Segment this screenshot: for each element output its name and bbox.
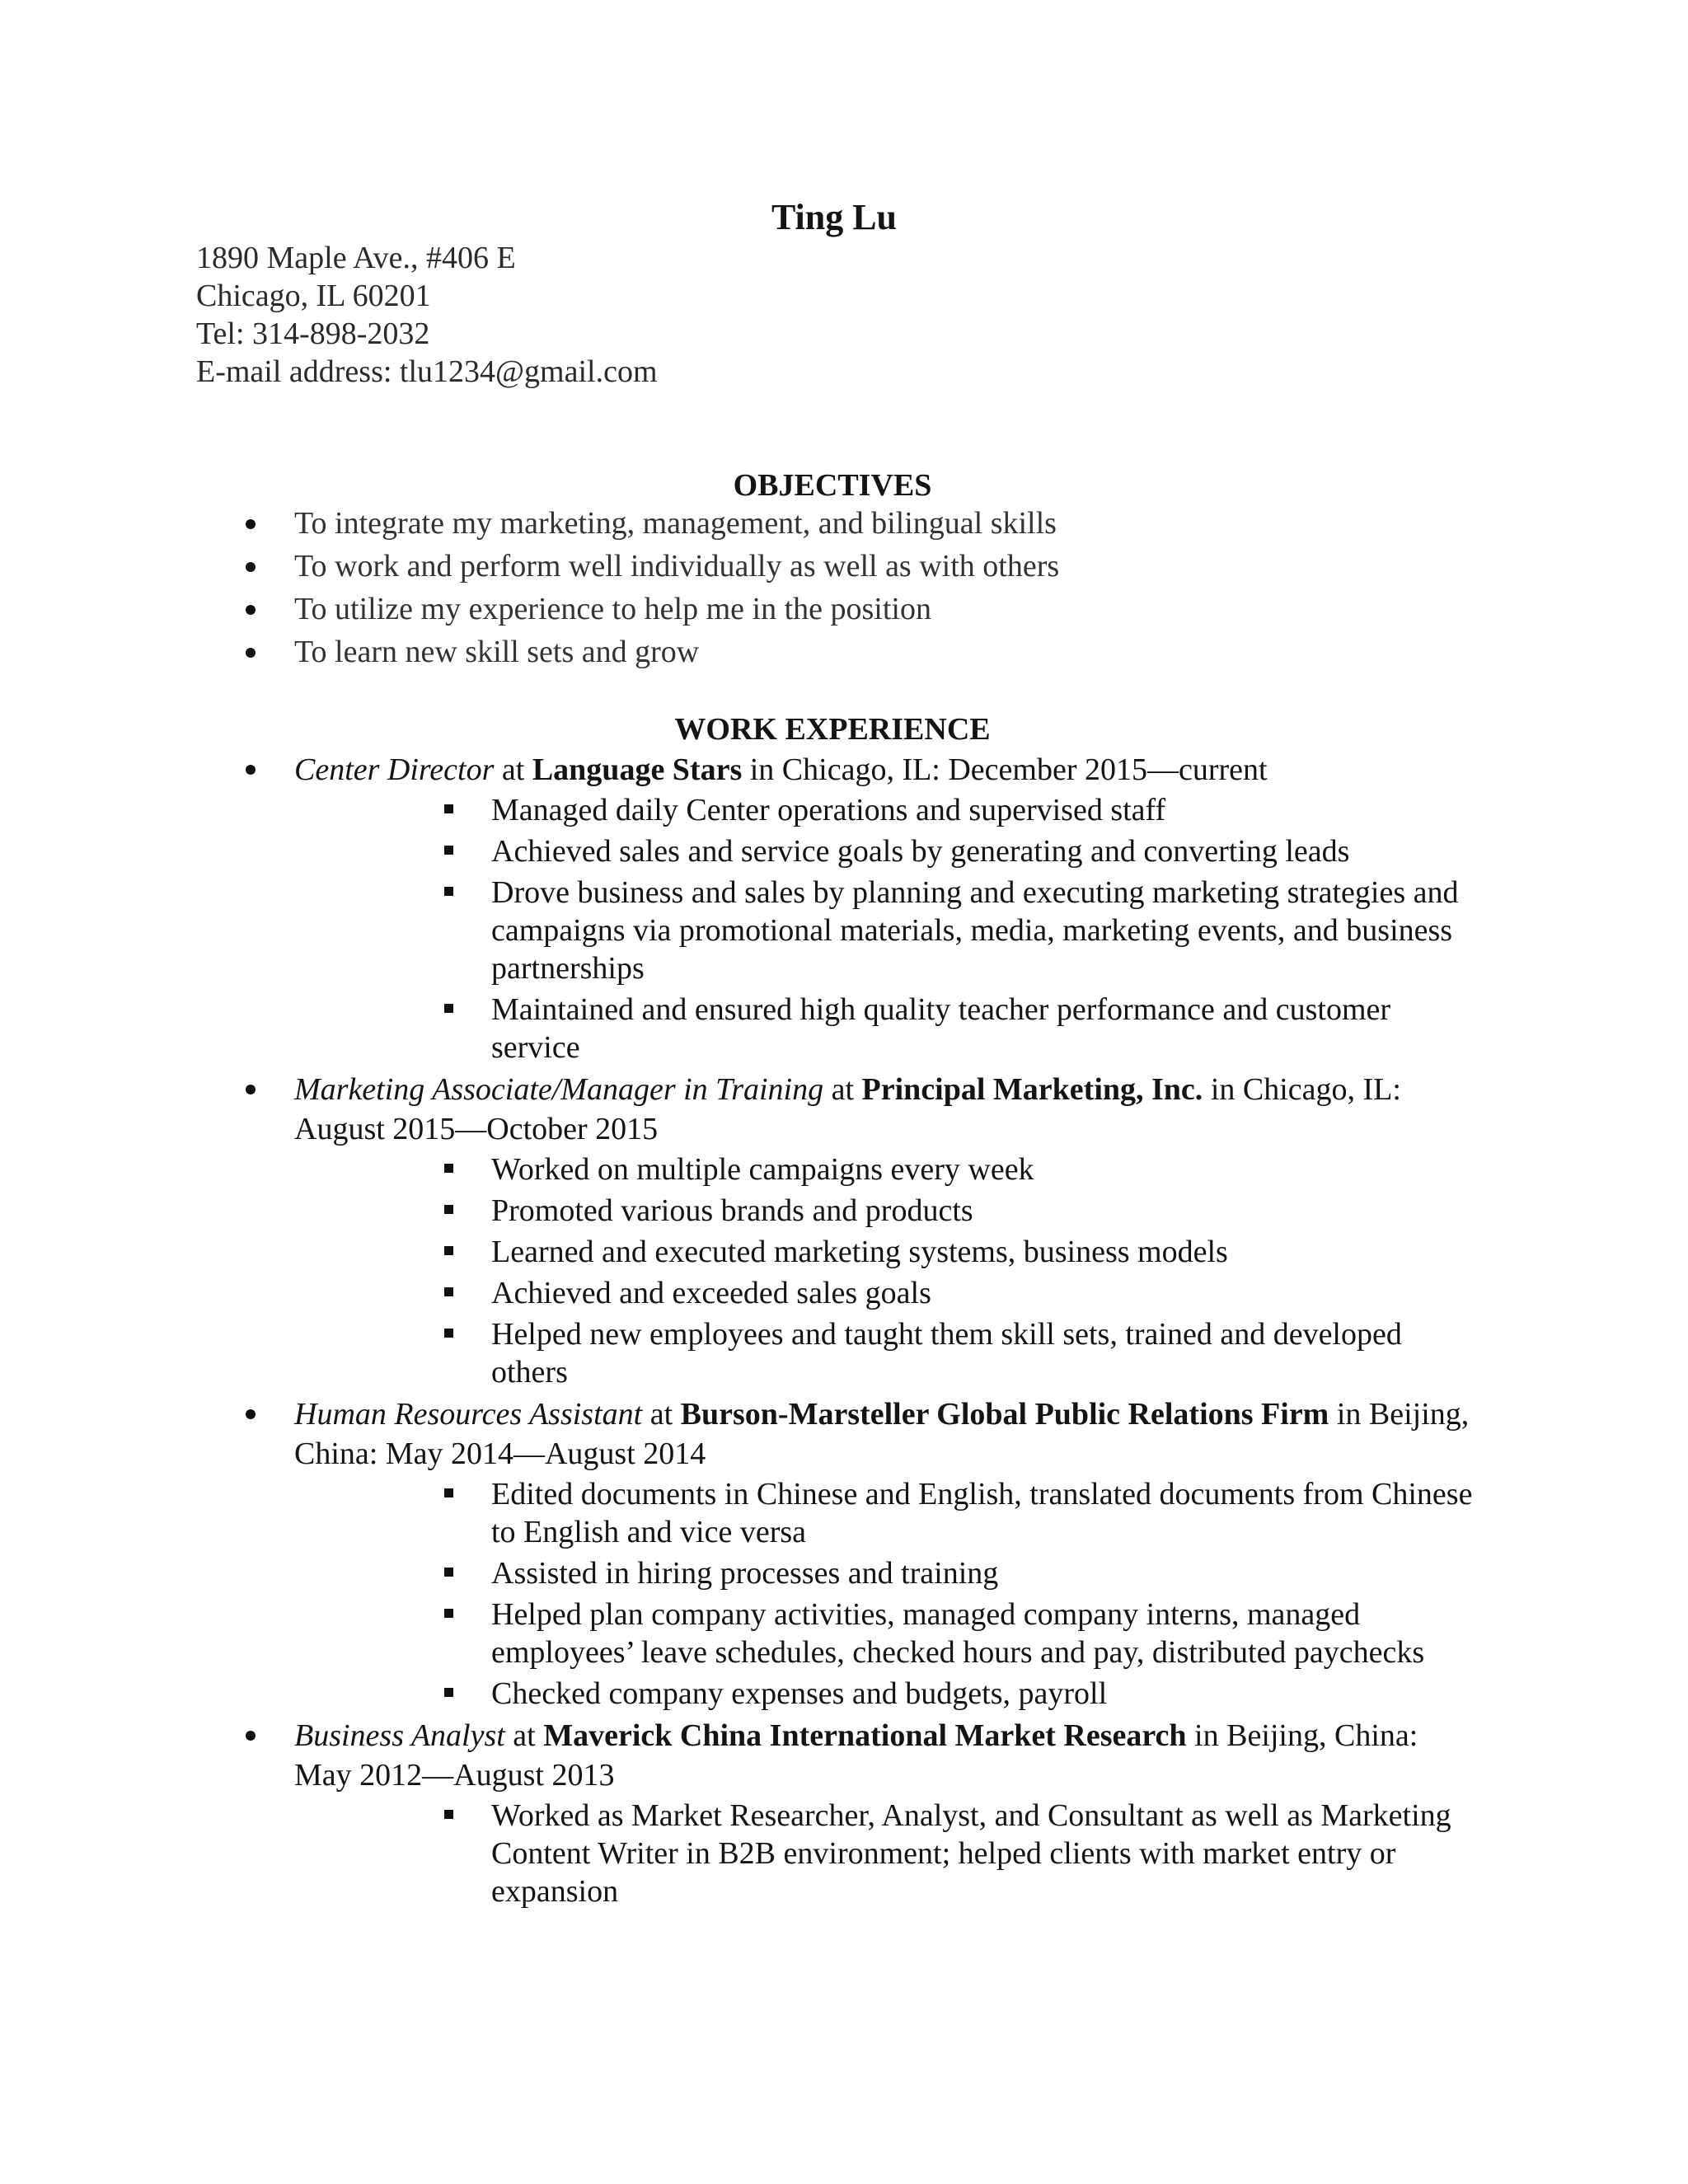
job-duties <box>0 1151 1688 1391</box>
objective-text: To utilize my experience to help me in the position <box>294 592 931 626</box>
job-role: Marketing Associate/Manager in Training <box>294 1072 824 1107</box>
job-location-dates: in Chicago, IL: August 2015—October 2015 <box>294 1072 1401 1146</box>
duty-item <box>0 1675 1688 1713</box>
job-location-dates: in Beijing, China: May 2014—August 2014 <box>294 1397 1470 1471</box>
job-company: Burson-Marsteller Global Public Relations Firm <box>680 1397 1329 1432</box>
job-duties <box>0 791 1688 1066</box>
duty-text: Learned and executed marketing systems, business models <box>491 1235 1228 1269</box>
square-bullet-icon <box>444 1688 453 1697</box>
duty-item <box>0 1274 1688 1312</box>
square-bullet-icon <box>444 1810 453 1819</box>
duty-text: Achieved and exceeded sales goals <box>491 1276 931 1310</box>
duty-text: Edited documents in Chinese and English, translated documents from Chinese to English and vice versa <box>491 1477 1473 1549</box>
bullet-icon <box>246 648 256 658</box>
job-header <box>0 1070 1688 1149</box>
job-header <box>0 1394 1688 1474</box>
job-company: Language Stars <box>532 752 743 787</box>
duty-text: Achieved sales and service goals by generating and converting leads <box>491 834 1350 869</box>
job-duties <box>0 1475 1688 1713</box>
duty-item <box>0 1797 1688 1910</box>
phone-line: Tel: 314-898-2032 <box>196 316 430 351</box>
duty-text: Helped new employees and taught them skill sets, trained and developed others <box>491 1317 1402 1390</box>
job-role: Center Director <box>294 752 495 787</box>
resume-name: Ting Lu <box>771 197 898 237</box>
duty-item <box>0 1192 1688 1230</box>
objective-item <box>0 633 1688 676</box>
address-line-2: Chicago, IL 60201 <box>196 279 431 313</box>
bullet-icon <box>246 1085 256 1094</box>
objective-text: To integrate my marketing, management, and bilingual skills <box>294 506 1057 541</box>
job-at: at <box>504 1718 544 1753</box>
bullet-icon <box>246 605 256 615</box>
duty-text: Drove business and sales by planning and executing marketing strategies and campaigns via promotional materials, media, marketing events, and business partnerships <box>491 875 1459 986</box>
duty-text: Worked as Market Researcher, Analyst, and Consultant as well as Marketing Content Writer in B2B environment; helped clients with market entry or expansion <box>491 1798 1451 1909</box>
job-company: Principal Marketing, Inc. <box>861 1072 1203 1107</box>
job-entry <box>0 1716 1688 1910</box>
email-line: E-mail address: tlu1234@gmail.com <box>196 354 658 389</box>
duty-text: Helped plan company activities, managed company interns, managed employees’ leave schedules, checked hours and pay, distributed paychecks <box>491 1597 1425 1670</box>
job-entry <box>0 750 1688 1066</box>
objectives-heading: OBJECTIVES <box>733 468 932 503</box>
duty-item <box>0 1151 1688 1188</box>
objective-text: To work and perform well individually as well as with others <box>294 549 1060 583</box>
duty-item <box>0 874 1688 987</box>
duty-item <box>0 832 1688 870</box>
objective-text: To learn new skill sets and grow <box>294 635 700 669</box>
job-at: at <box>642 1397 681 1432</box>
duty-text: Assisted in hiring processes and training <box>491 1556 999 1591</box>
job-at: at <box>823 1072 862 1107</box>
job-header <box>0 1716 1688 1795</box>
bullet-icon <box>246 562 256 572</box>
objectives-list <box>0 504 1688 676</box>
square-bullet-icon <box>444 1164 453 1173</box>
duty-text: Maintained and ensured high quality teacher performance and customer service <box>491 992 1391 1065</box>
bullet-icon <box>246 1409 256 1419</box>
job-duties <box>0 1797 1688 1910</box>
bullet-icon <box>246 765 256 775</box>
address-line-1: 1890 Maple Ave., #406 E <box>196 241 516 275</box>
square-bullet-icon <box>444 1568 453 1577</box>
work-experience-heading: WORK EXPERIENCE <box>674 712 991 747</box>
duty-text: Managed daily Center operations and supervised staff <box>491 793 1166 827</box>
square-bullet-icon <box>444 1488 453 1497</box>
square-bullet-icon <box>444 887 453 896</box>
job-location-dates: in Beijing, China: May 2012—August 2013 <box>294 1718 1418 1793</box>
job-location-dates: in Chicago, IL: December 2015—current <box>742 752 1268 787</box>
duty-item <box>0 1315 1688 1391</box>
duty-item <box>0 791 1688 829</box>
bullet-icon <box>246 519 256 529</box>
duty-item <box>0 1233 1688 1271</box>
duty-item <box>0 1554 1688 1592</box>
objective-item <box>0 590 1688 633</box>
square-bullet-icon <box>444 1004 453 1013</box>
job-entry <box>0 1070 1688 1391</box>
duty-text: Worked on multiple campaigns every week <box>491 1152 1034 1187</box>
duty-item <box>0 1475 1688 1551</box>
duty-text: Promoted various brands and products <box>491 1193 973 1228</box>
square-bullet-icon <box>444 1205 453 1214</box>
job-entry <box>0 1394 1688 1713</box>
square-bullet-icon <box>444 846 453 855</box>
objective-item <box>0 547 1688 590</box>
job-role: Human Resources Assistant <box>294 1397 643 1432</box>
job-company: Maverick China International Market Research <box>543 1718 1187 1753</box>
square-bullet-icon <box>444 1246 453 1255</box>
duty-item <box>0 1596 1688 1671</box>
bullet-icon <box>246 1731 256 1741</box>
square-bullet-icon <box>444 1287 453 1296</box>
duty-text: Checked company expenses and budgets, payroll <box>491 1676 1108 1711</box>
job-header <box>0 750 1688 790</box>
work-experience-list <box>0 750 1688 1914</box>
contact-block <box>196 239 658 391</box>
square-bullet-icon <box>444 804 453 813</box>
job-role: Business Analyst <box>294 1718 505 1753</box>
square-bullet-icon <box>444 1329 453 1338</box>
job-at: at <box>494 752 532 787</box>
square-bullet-icon <box>444 1609 453 1618</box>
duty-item <box>0 991 1688 1066</box>
objective-item <box>0 504 1688 547</box>
